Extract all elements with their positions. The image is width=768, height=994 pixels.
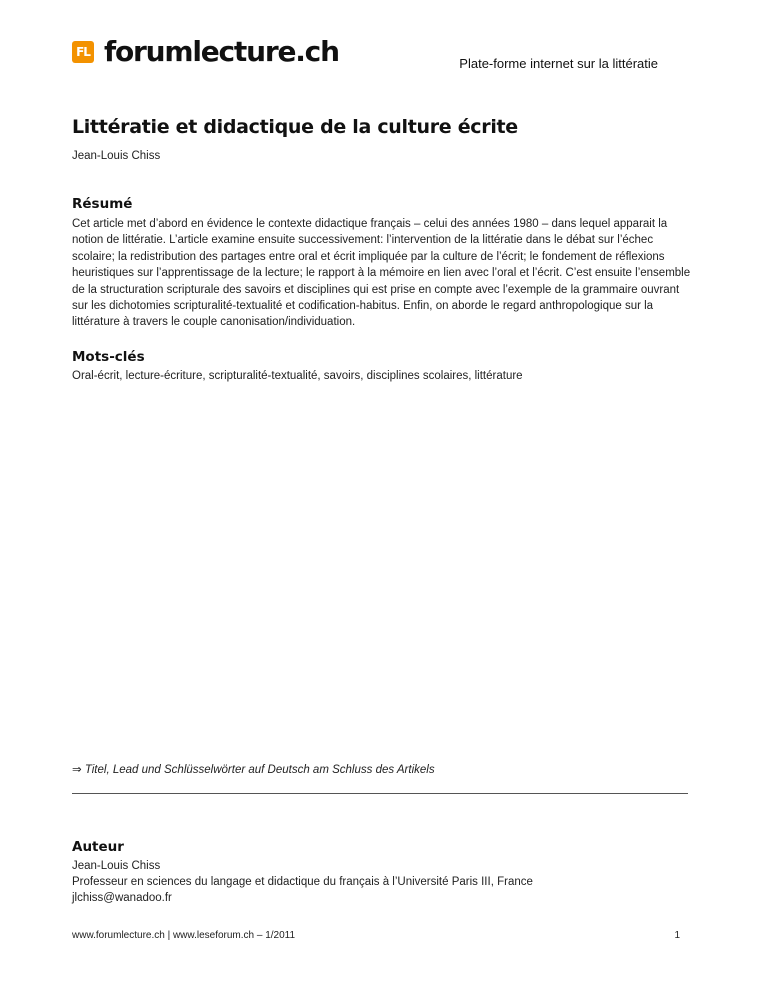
logo-icon xyxy=(72,41,94,63)
author-email[interactable]: jlchiss@wanadoo.fr xyxy=(72,892,172,904)
logo-glyph: FL xyxy=(76,45,90,59)
page-number: 1 xyxy=(674,930,680,941)
author-name: Jean-Louis Chiss xyxy=(72,860,161,872)
author-position: Professeur en sciences du langage et didactique du français à l’Université Paris III, France xyxy=(72,876,533,888)
resume-heading: Résumé xyxy=(72,196,133,212)
article-author: Jean-Louis Chiss xyxy=(72,150,161,162)
site-logo[interactable] xyxy=(72,35,339,68)
keywords-heading: Mots-clés xyxy=(72,349,145,365)
footer-text: www.forumlecture.ch | www.leseforum.ch – 1/2011 xyxy=(72,930,296,941)
site-tagline: Plate-forme internet sur la littératie xyxy=(459,56,658,71)
logo-text: forumlecture.ch xyxy=(104,35,339,68)
article-title: Littératie et didactique de la culture écrite xyxy=(72,116,518,138)
author-heading: Auteur xyxy=(72,839,124,855)
section-divider xyxy=(72,793,688,794)
resume-text: Cet article met d’abord en évidence le contexte didactique français – celui des années 1980 – dans lequel apparait la notion de littératie. L’article examine ensuite successivement: l’intervention de la littératie dans le débat sur l’échec scolaire; la redistribution des partages entre oral et écrit impliquée par la culture de l’écrit; le fondement de réflexions heuristiques sur l’apprentissage de la lecture; le rapport à la mémoire en lien avec l’oral et l’écrit. C’est ensuite l’ensemble de la structuration scripturale des savoirs et disciplines qui est prise en compte avec l’exemple de la grammaire ouvrant sur les dichotomies scripturalité-textualité et codification-habitus. Enfin, on aborde le regard anthropologique sur la littérature à travers le couple canonisation/individuation. xyxy=(72,218,691,329)
author-details xyxy=(72,858,533,906)
keywords-text: Oral-écrit, lecture-écriture, scripturalité-textualité, savoirs, disciplines scolaires, littérature xyxy=(72,370,523,382)
german-note: ⇒ Titel, Lead und Schlüsselwörter auf Deutsch am Schluss des Artikels xyxy=(72,764,435,776)
